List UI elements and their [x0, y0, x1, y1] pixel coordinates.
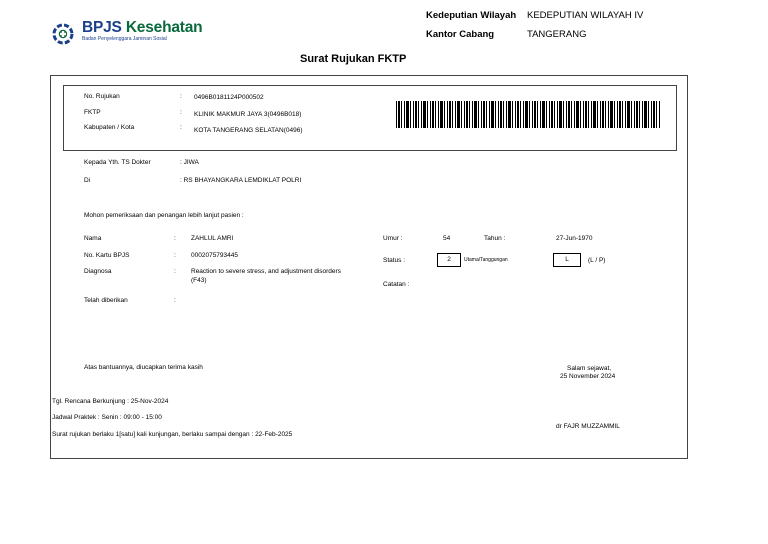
thanks-text: Atas bantuannya, diucapkan terima kasih [84, 364, 203, 371]
rencana-berkunjung: Tgl. Rencana Berkunjung : 25-Nov-2024 [52, 398, 169, 405]
logo-brand-bpjs: BPJS [82, 19, 122, 36]
cabang-label: Kantor Cabang [426, 29, 495, 40]
wilayah-label: Kedeputian Wilayah [426, 10, 517, 21]
kabupaten-label: Kabupaten / Kota [84, 124, 135, 131]
status-value: 2 [437, 253, 461, 267]
salam-text: Salam sejawat, [567, 365, 612, 372]
kepada-value: : JIWA [180, 159, 199, 166]
diberikan-label: Telah diberikan [84, 297, 128, 304]
colon: : [180, 124, 182, 131]
cabang-value: TANGERANG [527, 29, 587, 40]
umur-value: 54 [443, 235, 451, 242]
kepada-label: Kepada Yth. TS Dokter [84, 159, 151, 166]
fktp-label: FKTP [84, 109, 101, 116]
doctor-name: dr FAJR MUZZAMMIL [556, 423, 620, 430]
jadwal-praktek: Jadwal Praktek : Senin : 09:00 - 15:00 [52, 414, 162, 421]
nama-label: Nama [84, 235, 102, 242]
di-value: : RS BHAYANGKARA LEMDIKLAT POLRI [180, 177, 302, 184]
tahun-value: 27-Jun-1970 [556, 235, 593, 242]
colon: : [180, 93, 182, 100]
logo-subtitle: Badan Penyelenggara Jaminan Sosial [82, 36, 167, 42]
kabupaten-value: KOTA TANGERANG SELATAN(0496) [194, 127, 303, 134]
status-label: Status : [383, 257, 406, 264]
diagnosa-value-line1: Reaction to severe stress, and adjustment disorders [191, 268, 341, 275]
no-rujukan-value: 0496B0181124P000502 [194, 94, 264, 101]
berlaku-text: Surat rujukan berlaku 1[satu] kali kunjungan, berlaku sampai dengan : 22-Feb-2025 [52, 431, 293, 438]
kartu-label: No. Kartu BPJS [84, 252, 130, 259]
tahun-label: Tahun : [484, 235, 506, 242]
no-rujukan-label: No. Rujukan [84, 93, 120, 100]
salam-date: 25 November 2024 [560, 373, 616, 380]
gender-desc: (L / P) [588, 257, 606, 264]
request-text: Mohon pemeriksaan dan penangan lebih lanjut pasien : [84, 212, 244, 219]
colon: : [174, 252, 176, 259]
gender-value: L [553, 253, 581, 267]
umur-label: Umur : [383, 235, 403, 242]
di-label: Di [84, 177, 91, 184]
colon: : [174, 235, 176, 242]
nama-value: ZAHLUL AMRI [191, 235, 234, 242]
page-title: Surat Rujukan FKTP [300, 53, 407, 65]
logo-brand-kesehatan: Kesehatan [125, 19, 203, 36]
barcode [396, 101, 661, 128]
colon: : [180, 109, 182, 116]
kartu-value: 0002075793445 [191, 252, 238, 259]
catatan-label: Catatan : [383, 281, 410, 288]
diagnosa-value-line2: (F43) [191, 277, 207, 284]
bpjs-logo-icon [51, 22, 75, 46]
wilayah-value: KEDEPUTIAN WILAYAH IV [527, 10, 644, 21]
fktp-value: KLINIK MAKMUR JAYA 3(0496B018) [194, 111, 302, 118]
colon: : [174, 268, 176, 275]
colon: : [174, 297, 176, 304]
diagnosa-label: Diagnosa [84, 268, 112, 275]
status-desc: Utama/Tanggungan [464, 257, 508, 263]
